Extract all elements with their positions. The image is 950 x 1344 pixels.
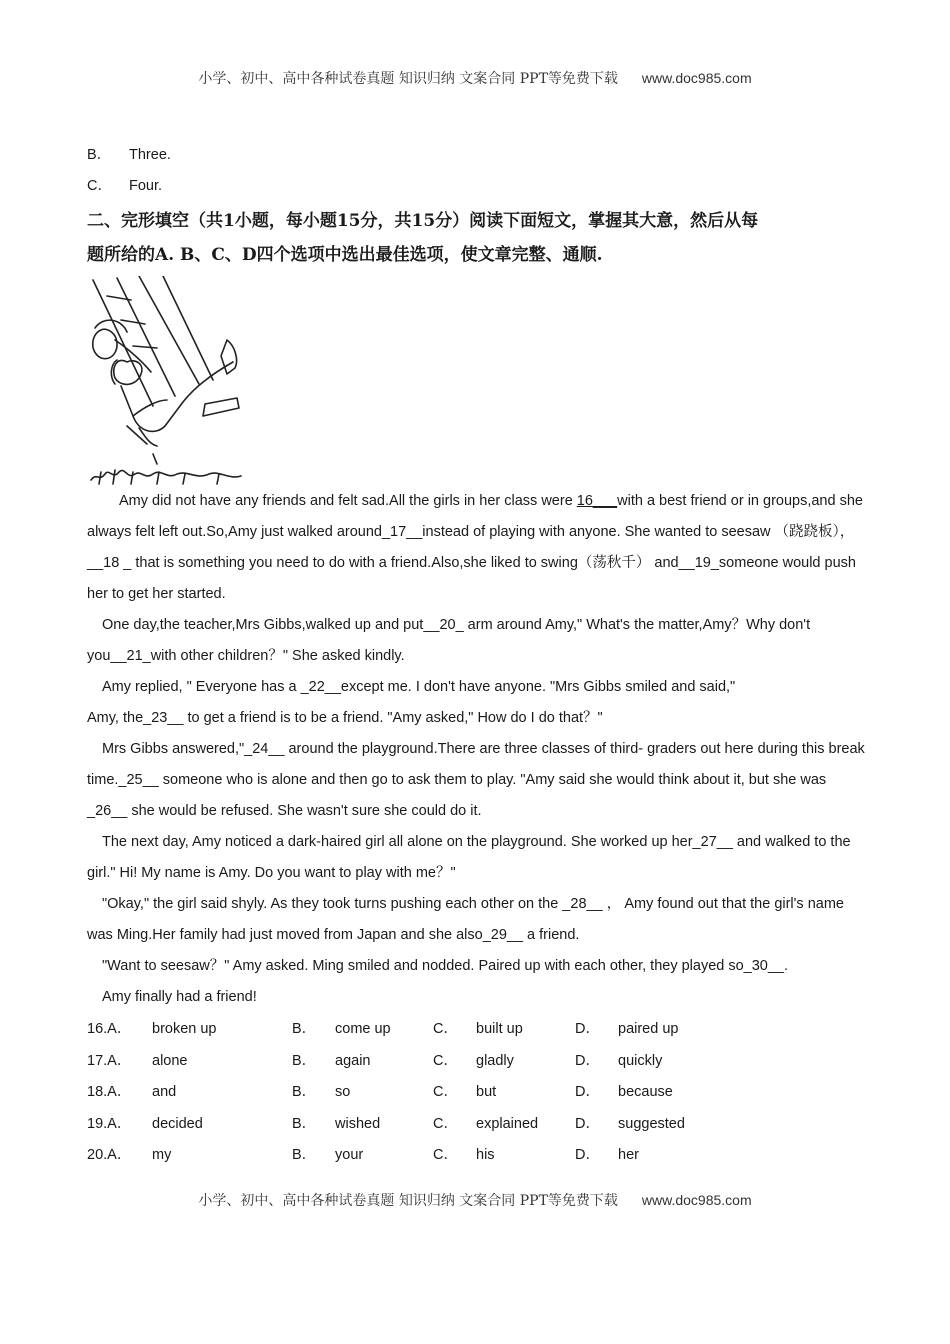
passage-paragraph-5: The next day, Amy noticed a dark-haired girl all alone on the playground. She worked up her_27__ and walked to the girl." Hi! My name is Amy. Do you want to play with me？" xyxy=(87,834,851,881)
choices-list xyxy=(87,1014,867,1172)
passage-paragraph-6: "Okay," the girl said shyly. As they took turns pushing each other on the _28__ ， Amy found out that the girl's name was Ming.Her family had just moved from Japan and she also_29__ a friend. xyxy=(87,896,844,943)
choice-17-c[interactable]: gladly xyxy=(476,1052,514,1069)
passage-paragraph-8: Amy finally had a friend! xyxy=(102,989,257,1005)
section-title-line1: 二、完形填空（共1小题，每小题15分，共15分）阅读下面短文，掌握其大意，然后从每 xyxy=(87,211,759,231)
choice-18-c[interactable]: but xyxy=(476,1084,497,1100)
passage-paragraph-7: "Want to seesaw？" Amy asked. Ming smiled and nodded. Paired up with each other, they played so_30__. xyxy=(102,958,789,974)
choice-row-19: 19.A． decided B． wished C． explained D． suggested xyxy=(87,1109,867,1141)
choice-19-c[interactable]: explained xyxy=(476,1115,539,1132)
blank-16: 16___ xyxy=(576,493,618,509)
choice-16-a[interactable]: broken up xyxy=(152,1021,217,1037)
page-header xyxy=(0,68,950,88)
prev-option-c[interactable]: C． Four. xyxy=(87,178,163,194)
choice-20-c[interactable]: his xyxy=(476,1147,495,1163)
choice-20-d[interactable]: her xyxy=(618,1147,639,1163)
swing-illustration xyxy=(87,276,245,486)
choice-19-a[interactable]: decided xyxy=(152,1115,203,1132)
swing-icon xyxy=(91,276,241,484)
choice-19-d[interactable]: suggested xyxy=(618,1115,685,1132)
document-body xyxy=(87,140,867,1172)
section-title-line2: 题所给的A. B、C、D四个选项中选出最佳选项，使文章完整、通顺. xyxy=(87,245,603,265)
choice-19-b[interactable]: wished xyxy=(335,1115,381,1132)
passage-paragraph-4: Mrs Gibbs answered,"_24__ around the playground.There are three classes of third- graders out here during this break time._25__ someone who is alone and then go to ask them to play. "Amy said she would think about it, but she was _26__ she would be refused. She wasn't sure she could do it. xyxy=(87,741,865,819)
passage-paragraph-3b: Amy, the_23__ to get a friend is to be a friend. "Amy asked," How do I do that？" xyxy=(87,710,603,726)
choice-16-d[interactable]: paired up xyxy=(618,1021,679,1037)
page-footer xyxy=(0,1190,950,1210)
choice-17-d[interactable]: quickly xyxy=(618,1052,663,1069)
choice-row-16: 16.A． broken up B． come up C． built up D． paired up xyxy=(87,1014,867,1046)
choice-18-d[interactable]: because xyxy=(618,1084,673,1100)
passage-paragraph-1: Amy did not have any friends and felt sad.All the girls in her class were 16___with a best friend or in groups,and she always felt left out.So,Amy just walked around_17__instead of playing with anyone. She wanted to seesaw （跷跷板），__18 _ that is something you need to do with a friend.Also,she liked to swing（荡秋千） and__19_someone would push her to get her started. xyxy=(87,493,863,602)
choice-row-17: 17.A． alone B． again C． gladly D． quickly xyxy=(87,1046,867,1078)
choice-17-b[interactable]: again xyxy=(335,1052,371,1069)
footer-url[interactable]: www.doc985.com xyxy=(641,1192,752,1208)
choice-20-b[interactable]: your xyxy=(335,1147,364,1163)
choice-18-a[interactable]: and xyxy=(152,1084,177,1100)
choice-20-a[interactable]: my xyxy=(152,1147,172,1163)
section-title xyxy=(87,204,867,272)
choice-18-b[interactable]: so xyxy=(335,1084,351,1100)
header-text: 小学、初中、高中各种试卷真题 知识归纳 文案合同 PPT等免费下载 xyxy=(198,71,618,87)
footer-text: 小学、初中、高中各种试卷真题 知识归纳 文案合同 PPT等免费下载 xyxy=(198,1193,618,1209)
passage-paragraph-3a: Amy replied, " Everyone has a _22__except me. I don't have anyone. "Mrs Gibbs smiled and said," xyxy=(102,679,736,695)
choice-17-a[interactable]: alone xyxy=(152,1052,188,1069)
prev-option-b[interactable]: B． Three. xyxy=(87,147,171,163)
choice-16-b[interactable]: come up xyxy=(335,1021,391,1037)
passage-paragraph-2: One day,the teacher,Mrs Gibbs,walked up and put__20_ arm around Amy," What's the matter,Amy？Why don't you__21_with other children？" She asked kindly. xyxy=(87,617,811,664)
choice-16-c[interactable]: built up xyxy=(476,1021,523,1037)
choice-row-18: 18.A． and B． so C． but D． because xyxy=(87,1077,867,1109)
header-url[interactable]: www.doc985.com xyxy=(641,70,752,86)
choice-row-20: 20.A． my B． your C． his D． her xyxy=(87,1140,867,1172)
